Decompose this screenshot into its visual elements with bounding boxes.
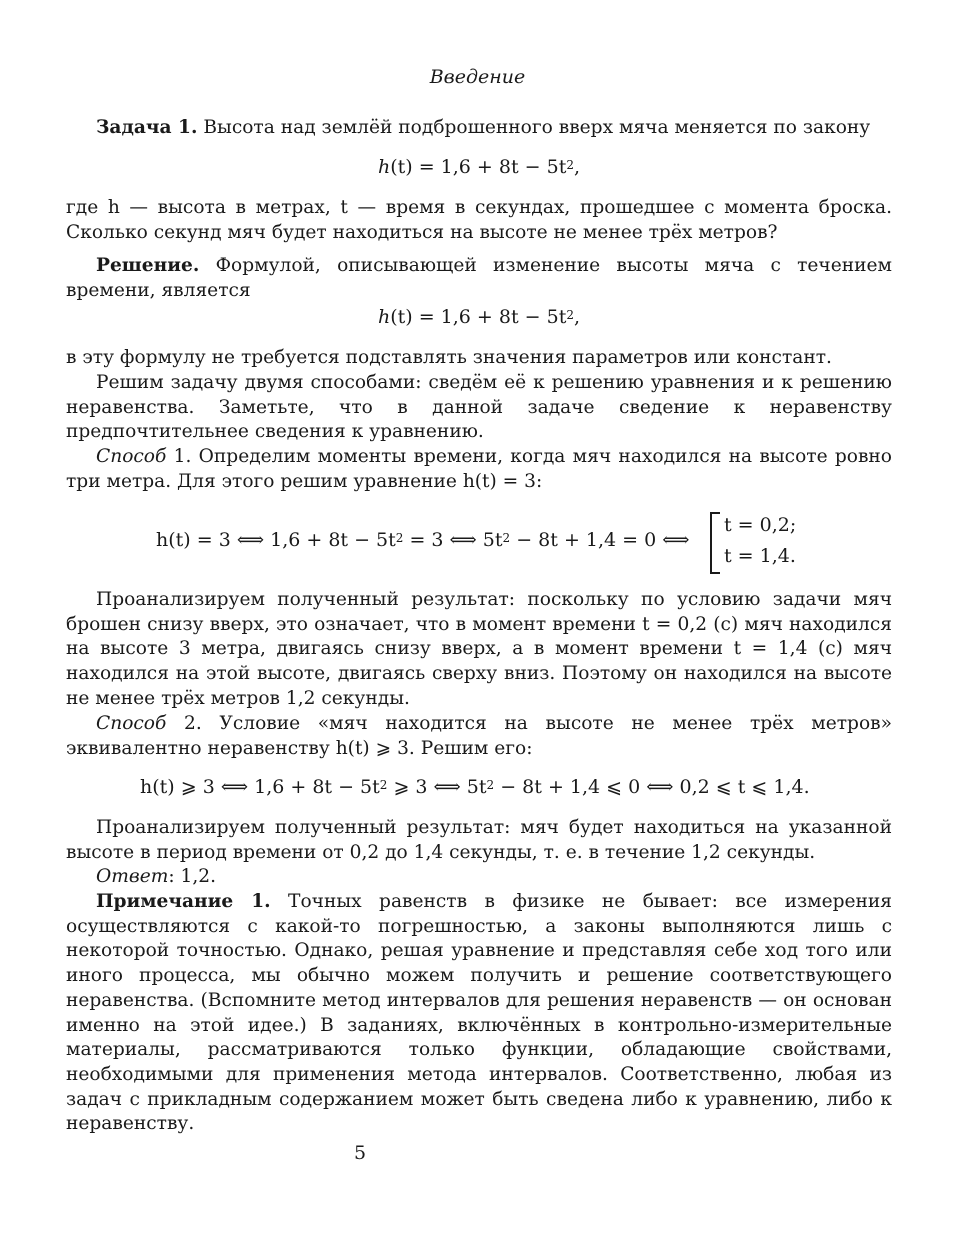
method2-ineq-exp2: 2	[486, 778, 495, 792]
method1-analysis: Проанализируем полученный результат: поскольку по условию задачи мяч брошен снизу вверх, это означает, что в момент времени t = 0,2 (c) мяч находился на высоте 3 метра, двигаясь снизу вверх, а в момент времени t = 1,4 (c) мяч находился на этой высоте, двигаясь сверху вниз. Поэтому он находился на высоте не менее трёх метров 1,2 секунды.	[66, 589, 892, 709]
task-explanation: где h — высота в метрах, t — время в секундах, прошедшее с момента броска. Сколько секунд мяч будет находиться на высоте не менее трёх метров?	[66, 197, 892, 243]
task-formula-end: ,	[573, 156, 581, 178]
note-paragraph	[66, 890, 892, 1137]
method2-ineq-part1: h(t) ⩾ 3 ⟺ 1,6 + 8t − 5t	[140, 776, 380, 798]
note-text: Точных равенств в физике не бывает: все измерения осуществляются с какой-то погрешностью, а законы выполняются лишь с некоторой точностью. Однако, решая уравнение и представляя себе ход того или иного процесса, мы обычно можем получить и решение соответствующего неравенства. (Вспомните метод интервалов для решения неравенств — он основан именно на этой идее.) В заданиях, включённых в контрольно-измерительные материалы, рассматриваются только функции, обладающие свойствами, необходимыми для применения метода интервалов. Соответственно, любая из задач с прикладным содержанием может быть сведена либо к уравнению, либо к неравенству.	[66, 891, 892, 1135]
method1-number: 1.	[166, 446, 192, 467]
answer-line	[96, 865, 216, 890]
method2-ineq-part3: − 8t + 1,4 ⩽ 0 ⟺ 0,2 ⩽ t ⩽ 1,4.	[494, 776, 810, 798]
solution-formula	[66, 306, 892, 328]
answer-label: Ответ	[96, 866, 169, 887]
solution-label: Решение.	[96, 255, 200, 276]
method1-eq-part2: = 3 ⟺ 5t	[403, 529, 503, 551]
method1-eq-exp2: 2	[502, 531, 511, 545]
root-1: t = 0,2;	[724, 514, 797, 536]
task-formula-exp: 2	[566, 158, 574, 172]
method1-equation-chain	[156, 529, 690, 551]
method2-ineq-exp1: 2	[379, 778, 388, 792]
root-2: t = 1,4.	[724, 545, 796, 567]
task-formula-rest: (t) = 1,6 + 8t − 5t	[390, 156, 567, 178]
task-formula	[66, 156, 892, 178]
answer-value: : 1,2.	[168, 866, 216, 887]
solution-text: Формулой, описывающей изменение высоты мяча с течением времени, является	[66, 255, 892, 301]
method1-text: Определим моменты времени, когда мяч находился на высоте ровно три метра. Для этого решим уравнение h(t) = 3:	[66, 446, 893, 492]
method1-eq-part1: h(t) = 3 ⟺ 1,6 + 8t − 5t	[156, 529, 396, 551]
method1-eq-part3: − 8t + 1,4 = 0 ⟺	[510, 529, 690, 551]
solution-formula-exp: 2	[566, 308, 574, 322]
system-bracket	[710, 512, 720, 574]
solution-paragraph	[66, 254, 892, 303]
solution-formula-rest: (t) = 1,6 + 8t − 5t	[390, 306, 567, 328]
page-number: 5	[353, 1142, 367, 1164]
running-header: Введение	[429, 66, 526, 88]
task-paragraph	[66, 116, 892, 141]
method2-inequality-chain	[140, 776, 810, 798]
method2-text: Условие «мяч находится на высоте не менее трёх метров» эквивалентно неравенству h(t) ⩾ 3. Решим его:	[66, 713, 892, 759]
method2-label: Способ	[96, 713, 167, 734]
task-formula-lhs: h	[377, 156, 391, 178]
solution-paragraph-2: Решим задачу двумя способами: сведём её к решению уравнения и к решению неравенства. Заметьте, что в данной задаче сведение к неравенству предпочтительнее сведения к уравнению.	[66, 372, 892, 443]
method2-paragraph	[66, 712, 892, 761]
solution-formula-lhs: h	[377, 306, 391, 328]
method1-label: Способ	[96, 446, 167, 467]
note-label: Примечание 1.	[96, 891, 271, 912]
method2-number: 2.	[166, 713, 202, 734]
task-text: Высота над землёй подброшенного вверх мяча меняется по закону	[197, 117, 871, 138]
method1-eq-exp1: 2	[395, 531, 404, 545]
task-label: Задача 1.	[96, 117, 198, 138]
method2-ineq-part2: ⩾ 3 ⟺ 5t	[387, 776, 487, 798]
solution-after-text: в эту формулу не требуется подставлять значения параметров или констант.	[66, 347, 832, 368]
solution-formula-end: ,	[573, 306, 581, 328]
method2-analysis: Проанализируем полученный результат: мяч будет находиться на указанной высоте в период времени от 0,2 до 1,4 секунды, т. е. в течение 1,2 секунды.	[66, 817, 892, 863]
method1-paragraph	[66, 445, 892, 494]
